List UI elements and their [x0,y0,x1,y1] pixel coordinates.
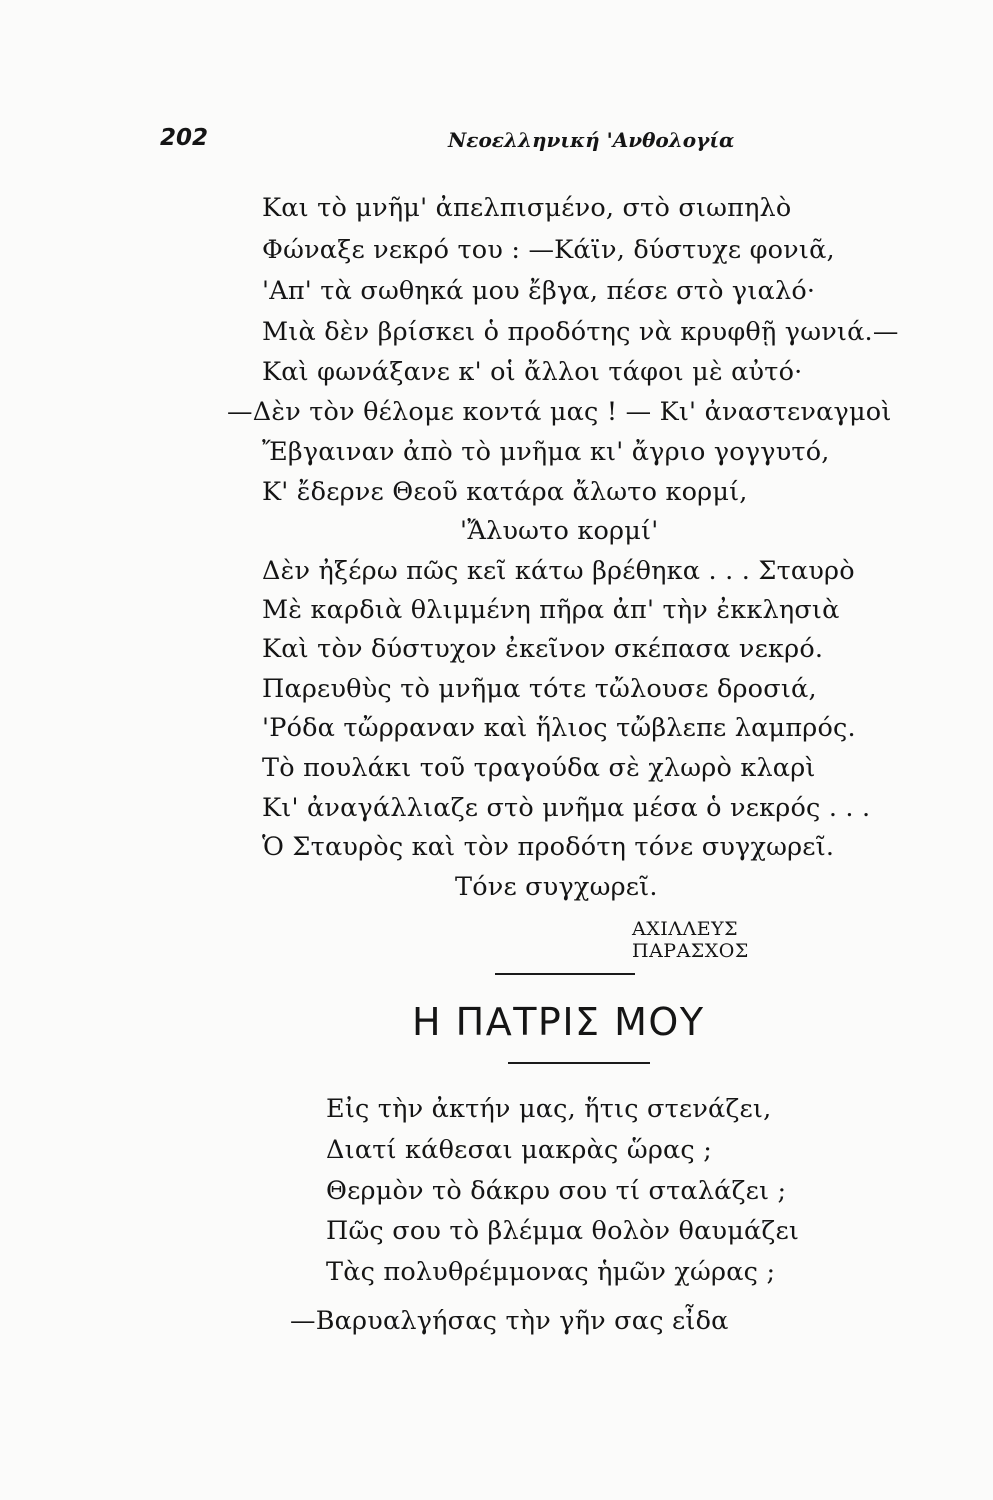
poem-line: Τὸ πουλάκι τοῦ τραγούδα σὲ χλωρὸ κλαρὶ [262,753,816,783]
poem-line: Κ' ἔδερνε Θεοῦ κατάρα ἄλωτο κορμί, [262,477,748,507]
poem-line: Τὰς πολυθρέμμονας ἡμῶν χώρας ; [326,1257,776,1287]
poem-line: Θερμὸν τὸ δάκρυ σου τί σταλάζει ; [326,1176,787,1206]
poem-line: Διατί κάθεσαι μακρὰς ὥρας ; [326,1135,713,1165]
poem-line: Πῶς σου τὸ βλέμμα θολὸν θαυμάζει [326,1216,800,1246]
poem-line: Τόνε συγχωρεῖ. [455,872,658,902]
poem-line: Ὁ Σταυρὸς καὶ τὸν προδότη τόνε συγχωρεῖ. [262,832,835,862]
poem-line: Ἔβγαιναν ἀπὸ τὸ μνῆμα κι' ἄγριο γογγυτό, [262,437,830,467]
poem-line: 'Ρόδα τὤρραναν καὶ ἥλιος τὤβλεπε λαμπρός. [262,713,856,743]
poem-line: Φώναξε νεκρό του : —Κάϊν, δύστυχε φονιᾶ, [262,235,835,265]
poem-line: 'Ἄλυωτο κορμί' [460,516,659,546]
poem-line: —Βαρυαλγήσας τὴν γῆν σας εἶδα [290,1306,729,1336]
page-number: 202 [160,125,209,151]
poem-line: Εἰς τὴν ἀκτήν μας, ἥτις στενάζει, [326,1094,772,1124]
poem-line: Και τὸ μνῆμ' ἀπελπισμένο, στὸ σιωπηλὸ [262,193,792,223]
poem-line: Καὶ φωνάξανε κ' οἱ ἄλλοι τάφοι μὲ αὐτό· [262,357,803,387]
poem-title: Η ΠΑΤΡΙΣ ΜΟΥ [412,1000,705,1044]
divider-rule-top [495,973,635,975]
poem-author: ΑΧΙΛΛΕΥΣ ΠΑΡΑΣΧΟΣ [632,918,749,962]
poem-line: —Δὲν τὸν θέλομε κοντά μας ! — Κι' ἀναστεναγμοὶ [227,397,892,427]
poem-line: Κι' ἀναγάλλιαζε στὸ μνῆμα μέσα ὁ νεκρός . . . [262,793,871,823]
running-title: Νεοελληνική 'Ανθολογία [448,128,735,152]
poem-line: Καὶ τὸν δύστυχον ἐκεῖνον σκέπασα νεκρό. [262,634,824,664]
poem-line: Δὲν ἠξέρω πῶς κεῖ κάτω βρέθηκα . . . Σταυρὸ [262,556,855,586]
poem-line: Μιὰ δὲν βρίσκει ὁ προδότης νὰ κρυφθῇ γωνιά.— [262,317,899,347]
poem-line: Μὲ καρδιὰ θλιμμένη πῆρα ἀπ' τὴν ἐκκλησιὰ [262,595,840,625]
divider-rule-bottom [508,1062,650,1064]
poem-line: 'Απ' τὰ σωθηκά μου ἔβγα, πέσε στὸ γιαλό· [262,276,816,306]
poem-line: Παρευθὺς τὸ μνῆμα τότε τὤλουσε δροσιά, [262,674,817,704]
